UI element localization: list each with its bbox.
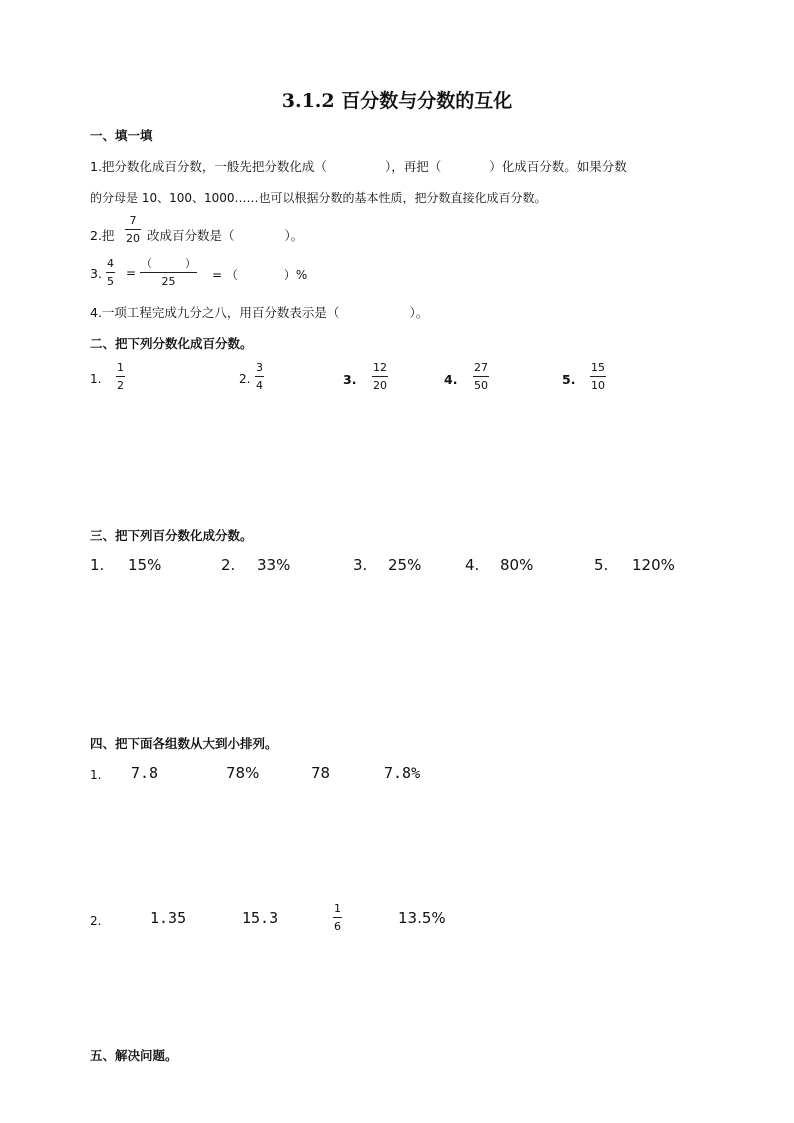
number-value: 78% (226, 764, 260, 782)
q4-text-a: 4.一项工程完成九分之八，用百分数表示是（ (90, 305, 340, 320)
q2-fraction (125, 214, 141, 245)
fraction-numerator: 1 (334, 902, 341, 915)
number-value: 7.8 (131, 764, 159, 782)
q3-end: ）% (283, 268, 308, 282)
question-1-line2: 的分母是 10、100、1000……也可以根据分数的基本性质，把分数直接化成百分数。 (90, 191, 547, 205)
fraction-item (590, 361, 606, 392)
item-label: 3. (343, 372, 357, 387)
section3-heading: 三、把下列百分数化成分数。 (90, 528, 253, 543)
item-label: 5. (562, 372, 576, 387)
q3-prefix: 3. (90, 266, 102, 281)
q2-text (147, 226, 303, 244)
fraction-denominator: 4 (256, 379, 263, 392)
q1-text-b: ），再把（ (384, 159, 442, 174)
section5-heading: 五、解决问题。 (90, 1048, 178, 1063)
equals-sign: = (126, 266, 137, 280)
fraction-value (333, 902, 342, 933)
section1-heading: 一、填一填 (90, 128, 153, 143)
fraction-numerator: 12 (373, 361, 387, 374)
q2-end: ）。 (284, 228, 304, 243)
fraction-denominator: 2 (117, 379, 124, 392)
item-label: 2. (221, 556, 236, 574)
section4-heading: 四、把下面各组数从大到小排列。 (90, 736, 278, 751)
fraction-denominator: 50 (474, 379, 488, 392)
item-label: 5. (594, 556, 609, 574)
question-4 (90, 303, 428, 321)
percent-value: 120% (632, 556, 675, 574)
fraction-item (372, 361, 388, 392)
fraction-numerator: 3 (256, 361, 263, 374)
fraction-denominator: 25 (161, 275, 176, 288)
fraction-item (116, 361, 125, 392)
fraction-numerator: 1 (117, 361, 124, 374)
fraction-numerator: 7 (129, 214, 137, 227)
item-label: 4. (465, 556, 480, 574)
q3-fraction-2[interactable] (140, 257, 197, 288)
item-label: 1. (90, 372, 102, 386)
group-label: 2. (90, 914, 102, 928)
percent-value: 80% (500, 556, 534, 574)
fraction-denominator: 5 (107, 275, 114, 288)
number-value: 15.3 (242, 909, 279, 927)
number-value: 7.8% (384, 764, 421, 782)
percent-value: 15% (128, 556, 162, 574)
q3-fraction-1 (106, 257, 115, 288)
fraction-denominator: 20 (126, 232, 140, 245)
fraction-numerator: 4 (107, 257, 114, 270)
number-value: 13.5% (398, 909, 446, 927)
item-label: 4. (444, 372, 458, 387)
question-1-line1 (90, 157, 627, 175)
fraction-denominator: 20 (373, 379, 387, 392)
q2-suffix: 改成百分数是（ (147, 228, 235, 243)
q1-text-a: 1.把分数化成百分数，一般先把分数化成（ (90, 159, 327, 174)
q3-eq2: = （ (212, 268, 238, 282)
item-label: 3. (353, 556, 368, 574)
q3-text (212, 266, 307, 283)
page-title: 3.1.2 百分数与分数的互化 (281, 90, 513, 112)
number-value: 1.35 (150, 909, 187, 927)
number-value: 78 (311, 764, 331, 782)
q2-prefix: 2.把 (90, 228, 115, 243)
q1-text-c: ）化成百分数。如果分数 (489, 159, 627, 174)
fraction-item (255, 361, 264, 392)
percent-value: 25% (388, 556, 422, 574)
group-label: 1. (90, 768, 102, 782)
section2-heading: 二、把下列分数化成百分数。 (90, 336, 253, 351)
percent-value: 33% (257, 556, 291, 574)
fraction-denominator: 10 (591, 379, 605, 392)
q4-text-b: ）。 (409, 305, 429, 320)
fraction-numerator: 27 (474, 361, 488, 374)
fraction-denominator: 6 (334, 920, 341, 933)
item-label: 1. (90, 556, 105, 574)
item-label: 2. (239, 372, 251, 386)
fraction-numerator-blank[interactable]: （ ） (141, 257, 196, 270)
fraction-numerator: 15 (591, 361, 605, 374)
fraction-item (473, 361, 489, 392)
